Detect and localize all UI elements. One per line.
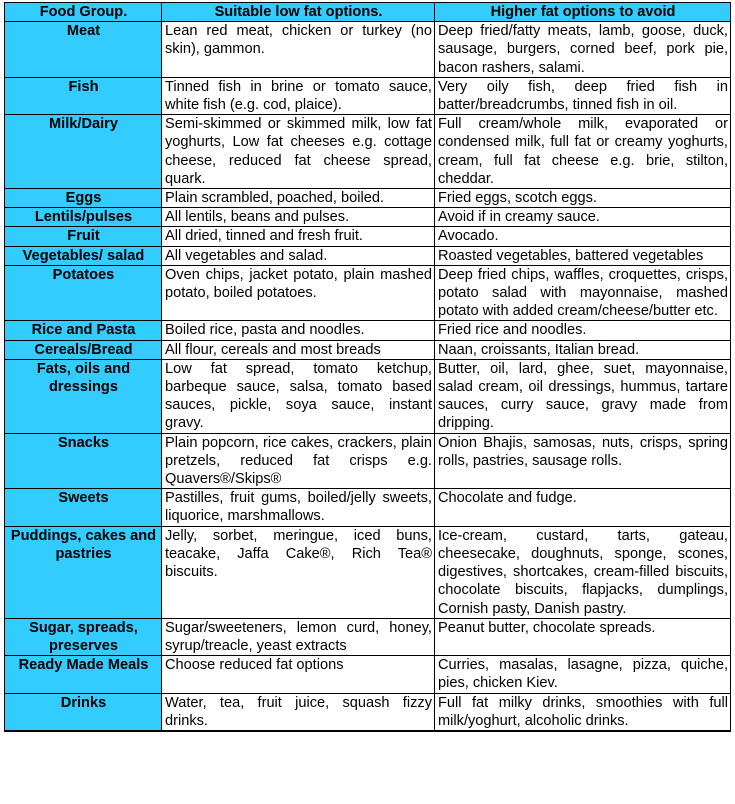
food-group-cell: Fruit bbox=[5, 227, 162, 246]
high-fat-cell: Ice-cream, custard, tarts, gateau, cheesecake, doughnuts, sponge, scones, digestives, shortcakes, cream-filled biscuits, chocolate biscuits, flapjacks, dumplings, Cornish pasty, Danish pastry. bbox=[435, 526, 731, 618]
table-row bbox=[5, 618, 731, 655]
table-row bbox=[5, 208, 731, 227]
table-row bbox=[5, 77, 731, 114]
table-row bbox=[5, 526, 731, 618]
high-fat-cell: Peanut butter, chocolate spreads. bbox=[435, 618, 731, 655]
food-group-cell: Ready Made Meals bbox=[5, 656, 162, 693]
high-fat-cell: Very oily fish, deep fried fish in batter/breadcrumbs, tinned fish in oil. bbox=[435, 77, 731, 114]
food-group-cell: Rice and Pasta bbox=[5, 321, 162, 340]
food-group-cell: Drinks bbox=[5, 693, 162, 730]
low-fat-cell: All vegetables and salad. bbox=[162, 246, 435, 265]
food-group-cell bbox=[5, 730, 162, 731]
table-row bbox=[5, 246, 731, 265]
high-fat-cell: Full cream/whole milk, evaporated or condensed milk, full fat or creamy yoghurts, cream, full fat cheese e.g. brie, stilton, cheddar. bbox=[435, 115, 731, 189]
table-row bbox=[5, 359, 731, 433]
header-low-fat: Suitable low fat options. bbox=[162, 3, 435, 22]
table-row bbox=[5, 189, 731, 208]
table-row bbox=[5, 656, 731, 693]
high-fat-cell: Full fat milky drinks, smoothies with full milk/yoghurt, alcoholic drinks. bbox=[435, 693, 731, 730]
high-fat-cell: Curries, masalas, lasagne, pizza, quiche, pies, chicken Kiev. bbox=[435, 656, 731, 693]
low-fat-cell: Oven chips, jacket potato, plain mashed potato, boiled potatoes. bbox=[162, 265, 435, 321]
high-fat-cell: Naan, croissants, Italian bread. bbox=[435, 340, 731, 359]
low-fat-cell: Boiled rice, pasta and noodles. bbox=[162, 321, 435, 340]
food-group-cell: Eggs bbox=[5, 189, 162, 208]
food-group-cell: Sugar, spreads, preserves bbox=[5, 618, 162, 655]
low-fat-cell bbox=[162, 730, 435, 731]
food-group-cell: Snacks bbox=[5, 433, 162, 489]
food-group-cell: Meat bbox=[5, 22, 162, 78]
food-group-cell: Sweets bbox=[5, 489, 162, 526]
header-row bbox=[5, 3, 731, 22]
low-fat-cell: Low fat spread, tomato ketchup, barbeque sauce, salsa, tomato based sauces, pickle, soya sauce, instant gravy. bbox=[162, 359, 435, 433]
high-fat-cell: Roasted vegetables, battered vegetables bbox=[435, 246, 731, 265]
low-fat-cell: Plain scrambled, poached, boiled. bbox=[162, 189, 435, 208]
header-high-fat: Higher fat options to avoid bbox=[435, 3, 731, 22]
table-row bbox=[5, 321, 731, 340]
low-fat-cell: All flour, cereals and most breads bbox=[162, 340, 435, 359]
low-fat-cell: Choose reduced fat options bbox=[162, 656, 435, 693]
low-fat-cell: Pastilles, fruit gums, boiled/jelly sweets, liquorice, marshmallows. bbox=[162, 489, 435, 526]
food-group-cell: Potatoes bbox=[5, 265, 162, 321]
high-fat-cell: Deep fried chips, waffles, croquettes, crisps, potato salad with mayonnaise, mashed potato with added cream/cheese/butter etc. bbox=[435, 265, 731, 321]
high-fat-cell bbox=[435, 730, 731, 731]
food-group-cell: Milk/Dairy bbox=[5, 115, 162, 189]
high-fat-cell: Onion Bhajis, samosas, nuts, crisps, spring rolls, pastries, sausage rolls. bbox=[435, 433, 731, 489]
food-group-table bbox=[4, 2, 731, 732]
low-fat-cell: Lean red meat, chicken or turkey (no skin), gammon. bbox=[162, 22, 435, 78]
high-fat-cell: Avocado. bbox=[435, 227, 731, 246]
food-group-cell: Fats, oils and dressings bbox=[5, 359, 162, 433]
high-fat-cell: Fried eggs, scotch eggs. bbox=[435, 189, 731, 208]
high-fat-cell: Butter, oil, lard, ghee, suet, mayonnaise, salad cream, oil dressings, hummus, tartare sauces, curry sauce, gravy made from dripping. bbox=[435, 359, 731, 433]
low-fat-cell: Sugar/sweeteners, lemon curd, honey, syrup/treacle, yeast extracts bbox=[162, 618, 435, 655]
low-fat-cell: Tinned fish in brine or tomato sauce, white fish (e.g. cod, plaice). bbox=[162, 77, 435, 114]
table-row bbox=[5, 489, 731, 526]
table-row bbox=[5, 227, 731, 246]
table-row bbox=[5, 433, 731, 489]
low-fat-cell: All dried, tinned and fresh fruit. bbox=[162, 227, 435, 246]
food-group-cell: Lentils/pulses bbox=[5, 208, 162, 227]
table-row bbox=[5, 340, 731, 359]
food-group-cell: Cereals/Bread bbox=[5, 340, 162, 359]
low-fat-cell: All lentils, beans and pulses. bbox=[162, 208, 435, 227]
table-row bbox=[5, 115, 731, 189]
high-fat-cell: Deep fried/fatty meats, lamb, goose, duck, sausage, burgers, corned beef, pork pie, bacon rashers, salami. bbox=[435, 22, 731, 78]
food-group-cell: Puddings, cakes and pastries bbox=[5, 526, 162, 618]
food-group-cell: Vegetables/ salad bbox=[5, 246, 162, 265]
low-fat-cell: Jelly, sorbet, meringue, iced buns, teacake, Jaffa Cake®, Rich Tea® biscuits. bbox=[162, 526, 435, 618]
table-row bbox=[5, 265, 731, 321]
low-fat-cell: Water, tea, fruit juice, squash fizzy drinks. bbox=[162, 693, 435, 730]
high-fat-cell: Fried rice and noodles. bbox=[435, 321, 731, 340]
table-row bbox=[5, 730, 731, 731]
low-fat-cell: Semi-skimmed or skimmed milk, low fat yoghurts, Low fat cheeses e.g. cottage cheese, reduced fat cheese spread, quark. bbox=[162, 115, 435, 189]
low-fat-cell: Plain popcorn, rice cakes, crackers, plain pretzels, reduced fat crisps e.g. Quavers®/Skips® bbox=[162, 433, 435, 489]
table-row bbox=[5, 693, 731, 730]
high-fat-cell: Avoid if in creamy sauce. bbox=[435, 208, 731, 227]
food-group-cell: Fish bbox=[5, 77, 162, 114]
header-food-group: Food Group. bbox=[5, 3, 162, 22]
high-fat-cell: Chocolate and fudge. bbox=[435, 489, 731, 526]
table-row bbox=[5, 22, 731, 78]
